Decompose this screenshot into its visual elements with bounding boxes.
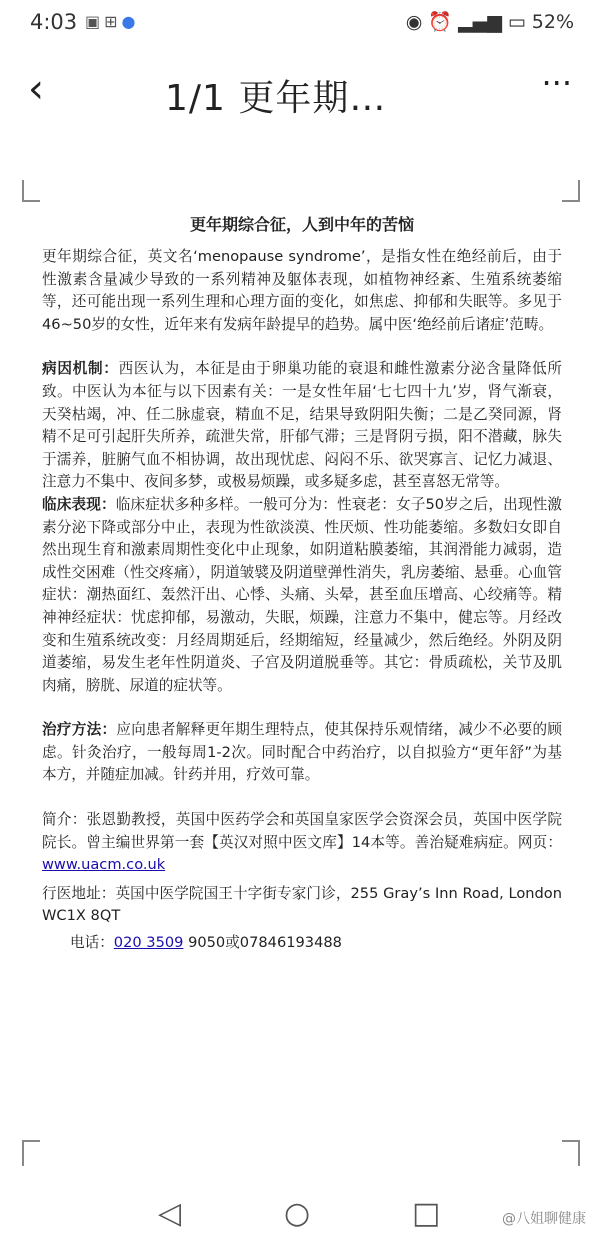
status-time: 4:03 (30, 10, 78, 34)
address-paragraph: 行医地址：英国中医学院国王十字街专家门诊，255 Gray’s Inn Road, London WC1X 8QT (42, 884, 562, 925)
document-title: 更年期综合征，人到中年的苦恼 (189, 215, 414, 234)
phone-rest: 9050或07846193488 (183, 934, 342, 952)
intro-paragraph: 更年期综合征，英文名‘menopause syndrome’，是指女性在绝经前后，由于性激素含量减少导致的一系列精神及躯体表现，如植物神经紊、生殖系统萎缩等，还可能出现一系列生理和心理方面的变化，如焦虑、抑郁和失眠等。多见于46~50岁的女性，近年来有发病年龄提早的趋势。属中医‘绝经前后诸症’范畴。 (42, 248, 562, 333)
crop-mark-bottom-right (562, 1140, 580, 1166)
app-icon: ● (121, 12, 136, 31)
status-left-icons (85, 12, 140, 31)
symptom-label: 临床表现： (42, 495, 116, 513)
alarm-icon: ⏰ (428, 11, 452, 33)
status-bar (0, 0, 600, 46)
crop-mark-top-left (22, 180, 40, 202)
system-nav-bar (0, 1186, 600, 1246)
crop-mark-bottom-left (22, 1140, 40, 1166)
nav-home-button[interactable]: ○ (284, 1196, 311, 1231)
cause-paragraph (42, 358, 562, 494)
symptom-paragraph (42, 494, 562, 697)
cause-label: 病因机制： (42, 360, 119, 378)
eye-icon: ◉ (405, 11, 423, 33)
more-options-button[interactable]: ··· (541, 64, 572, 102)
treatment-text: 应向患者解释更年期生理特点，使其保持乐观情绪，减少不必要的顾虑。针灸治疗，一般每周1-2次。同时配合中药治疗，以自拟验方“更年舒”为基本方，并随症加减。针药并用，疗效可靠。 (42, 721, 562, 784)
document-page (42, 212, 562, 955)
status-right (400, 10, 574, 33)
signal-4g-icon: ▂▄▆ (457, 11, 502, 33)
back-button[interactable]: ‹ (28, 66, 44, 112)
treatment-label: 治疗方法： (42, 721, 117, 739)
bio-text: 简介：张恩勤教授，英国中医药学会和英国皇家医学会资深会员，英国中医学院院长。曾主编世界第一套【英汉对照中医文库】14本等。善治疑难病症。网页： (42, 811, 562, 851)
symptom-text: 临床症状多种多样。一般可分为：性衰老：女子50岁之后，出现性激素分泌下降或部分中止，表现为性欲淡漠、性厌烦、性功能萎缩。多数妇女即自然出现生育和激素周期性变化中止现象，如阴道粘膜萎缩，其润滑能力减弱，造成性交困难（性交疼痛），阴道皱襞及阴道壁弹性消失，乳房萎缩、悬垂。心血管症状：潮热面红、轰然汗出、心悸、头痛、头晕，甚至血压增高、心绞痛等。精神神经症状：忧虑抑郁，易激动，失眠，烦躁，注意力不集中，健忘等。月经改变和生殖系统改变：月经周期延后，经期缩短，经量减少，然后绝经。外阴及阴道萎缩，易发生老年性阴道炎、子宫及阴道脱垂等。其它：骨质疏松，关节及肌肉痛，膀胱、尿道的症状等。 (42, 495, 562, 694)
page-title: 1/1 更年期… (165, 78, 387, 119)
phone-link[interactable]: 020 3509 (113, 934, 184, 952)
treatment-paragraph (42, 719, 562, 787)
gift-icon: ⊞ (104, 12, 118, 31)
watermark: @八姐聊健康 (502, 1211, 586, 1227)
phone-label: 电话： (70, 934, 114, 952)
app-bar (0, 46, 600, 138)
bio-paragraph (42, 809, 562, 877)
notification-icon: ▣ (85, 12, 101, 31)
nav-recents-button[interactable]: □ (412, 1196, 441, 1231)
website-link[interactable]: www.uacm.co.uk (42, 856, 166, 874)
crop-mark-top-right (562, 180, 580, 202)
battery-level: 52% (531, 11, 574, 33)
nav-back-button[interactable]: ◁ (158, 1196, 182, 1231)
battery-icon: ▭ (507, 11, 526, 33)
cause-text: 西医认为，本征是由于卵巢功能的衰退和雌性激素分泌含量降低所致。中医认为本征与以下因素有关：一是女性年届‘七七四十九’岁，肾气渐衰，天癸枯竭，冲、任二脉虚衰，精血不足，结果导致阴阳失衡；二是乙癸同源，肾精不足可引起肝失所养，疏泄失常，肝郁气滞；三是肾阴亏损，阳不潜藏，脉失于濡养，脏腑气血不相协调，故出现忧虑、闷闷不乐、欲哭寡言、记忆力减退、注意力不集中、夜间多梦，或极易烦躁，或多疑多虑，甚至喜怒无常等。 (42, 360, 562, 491)
phone-paragraph (42, 932, 562, 955)
